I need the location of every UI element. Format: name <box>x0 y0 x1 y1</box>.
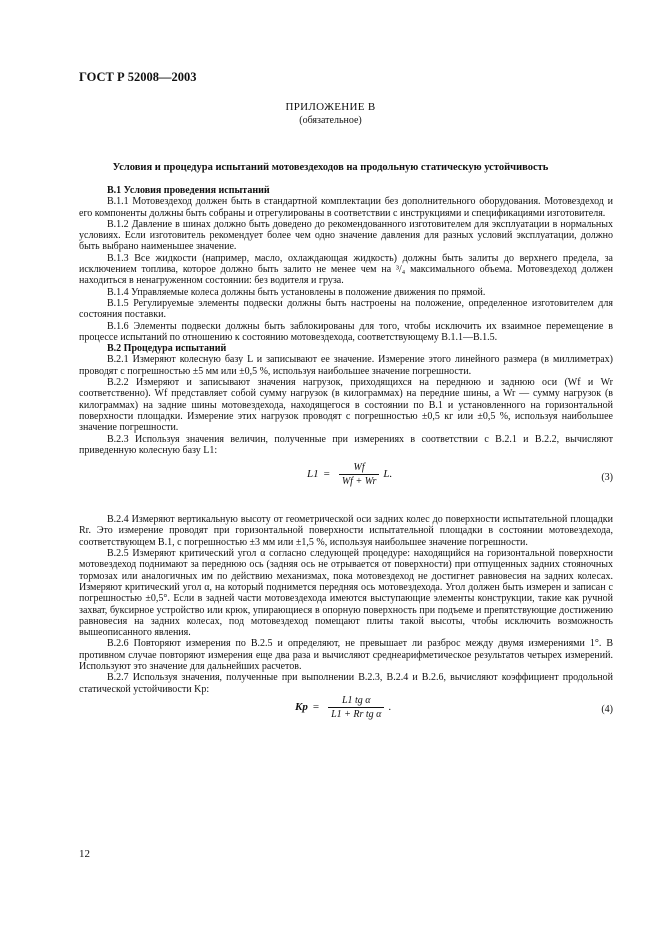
paragraph-b2-5: В.2.5 Измеряют критический угол α согласно следующей процедуре: находящийся на горизонтальной поверхности мотовездеход поднимают за переднюю ось (задняя ось не отрывается от поверхности) при отпущенных задних стояночных тормозах или аналогичных им по действию механизмах, пока мотовездеход не достигнет равновесия на задних колесах. Измеряют критический угол α, на который поднимется передняя ось мотовездехода. Угол должен быть измерен и записан с погрешностью ±0,5°. Если в задней части мотовездехода имеются выступающие элементы конструкции, такие как ручной захват, буксирное устройство или крюк, упирающиеся в опорную поверхность при подъеме и препятствующие достижению равновесия на задних колесах, под мотовездеход помещают плиты такой высоты, чтобы исключить возможность вышеописанного явления. <box>79 548 613 639</box>
paragraph-b1-4: В.1.4 Управляемые колеса должны быть установлены в положение движения по прямой. <box>107 286 486 298</box>
formula-4-fraction <box>328 695 384 721</box>
paragraph-b1-3: В.1.3 Все жидкости (например, масло, охлаждающая жидкость) должны быть залиты до верхнего предела, за исключением топлива, которое должно быть залито не менее чем на ³/₄ максимального объема. Мотовездеход должен находиться в ненагруженном состоянии: без водителя и груза. <box>79 252 613 287</box>
paragraph-b2-1: В.2.1 Измеряют колесную базу L и записывают ее значение. Измерение этого линейного размера (в миллиметрах) проводят с погрешностью ±5 мм или ±0,5 %, используя наибольшее значение погрешности. <box>79 354 613 377</box>
formula-3-denominator: Wf + Wr <box>339 474 380 487</box>
formula-3-lhs: L1 <box>307 468 319 481</box>
formula-3-equals: = <box>323 468 330 481</box>
formula-4-equals: = <box>312 701 320 714</box>
formula-4-number: (4) <box>601 703 613 715</box>
paragraph-b2-3: В.2.3 Используя значения величин, полученные при измерениях в соответствии с В.2.1 и В.2.2, вычисляют приведенную колесную базу L1: <box>79 433 613 456</box>
paragraph-b1-5: В.1.5 Регулируемые элементы подвески должны быть настроены на положение, определенное изготовителем для состояния поставки. <box>79 297 613 321</box>
formula-3-numerator: Wf <box>353 462 365 474</box>
section-heading-b2: В.2 Процедура испытаний <box>107 343 227 355</box>
appendix-status: (обязательное) <box>299 115 362 126</box>
section-heading-b1: В.1 Условия проведения испытаний <box>107 185 270 196</box>
paragraph-b1-6: В.1.6 Элементы подвески должны быть заблокированы для того, чтобы исключить их взаимное перемещение в процессе испытаний по отношению к состоянию мотовездехода, соответствующему В.1.1—В.1.5. <box>79 320 613 343</box>
paragraph-b2-7: В.2.7 Используя значения, полученные при выполнении В.2.3, В.2.4 и В.2.6, вычисляют коэффициент продольной статической устойчивости Kp: <box>79 672 613 695</box>
formula-4-denominator: L1 + Rr tg α <box>328 707 384 720</box>
paragraph-b2-2: В.2.2 Измеряют и записывают значения нагрузок, приходящихся на переднюю и заднюю оси (Wf и Wr соответственно). Wf представляет собой сумму нагрузок (в килограммах) на передние шины, а Wr — сумму нагрузок (в килограммах) на задние шины мотовездехода, находящегося в состоянии по В.1 и установленного на горизонтальной поверхности площадки. Измерение этих нагрузок проводят с погрешностью ±0,5 кг или ±0,5 %, используя наибольшее значение погрешности. <box>79 377 613 434</box>
appendix-title: ПРИЛОЖЕНИЕ В <box>285 101 376 113</box>
paragraph-b2-6: В.2.6 Повторяют измерения по В.2.5 и определяют, не превышает ли разброс между двумя измерениями 1°. В противном случае повторяют измерения еще два раза и вычисляют среднеарифметическое результатов четырех измерений. Используют это значение для дальнейших расчетов. <box>79 638 613 672</box>
paragraph-b1-2: В.1.2 Давление в шинах должно быть доведено до рекомендованного изготовителем для эксплуатации в нормальных условиях. Если изготовитель рекомендует более чем одно значение давления для разных условий эксплуатации, должно быть выбрано наименьшее значение. <box>79 218 613 253</box>
formula-3-fraction <box>339 462 380 488</box>
paragraph-b2-4: В.2.4 Измеряют вертикальную высоту от геометрической оси задних колес до поверхности испытательной площадки Rr. Это измерение проводят при горизонтальной поверхности испытательной площадки в состоянии мотовездехода, соответствующем В.1, с погрешностью ±3 мм или ±1,5 %, используя наибольшее значение погрешности. <box>79 514 613 548</box>
formula-3-tail: L. <box>383 468 393 481</box>
formula-4-tail: . <box>388 701 392 714</box>
formula-4-numerator: L1 tg α <box>341 694 371 706</box>
formula-4-lhs: Kp <box>295 701 308 714</box>
document-header: ГОСТ Р 52008—2003 <box>79 70 197 84</box>
document-body <box>79 185 613 735</box>
page-number: 12 <box>79 848 90 860</box>
main-title: Условия и процедура испытаний мотовездеходов на продольную статическую устойчивость <box>112 162 549 173</box>
paragraph-b1-1: В.1.1 Мотовездеход должен быть в стандартной комплектации без дополнительного оборудования. Мотовездеход и его компоненты должны быть собраны и отрегулированы в соответствии с инструкциями и спецификациями изготовителя. <box>79 196 613 219</box>
formula-3 <box>79 456 613 514</box>
formula-3-number: (3) <box>601 472 613 484</box>
formula-4 <box>79 695 613 735</box>
